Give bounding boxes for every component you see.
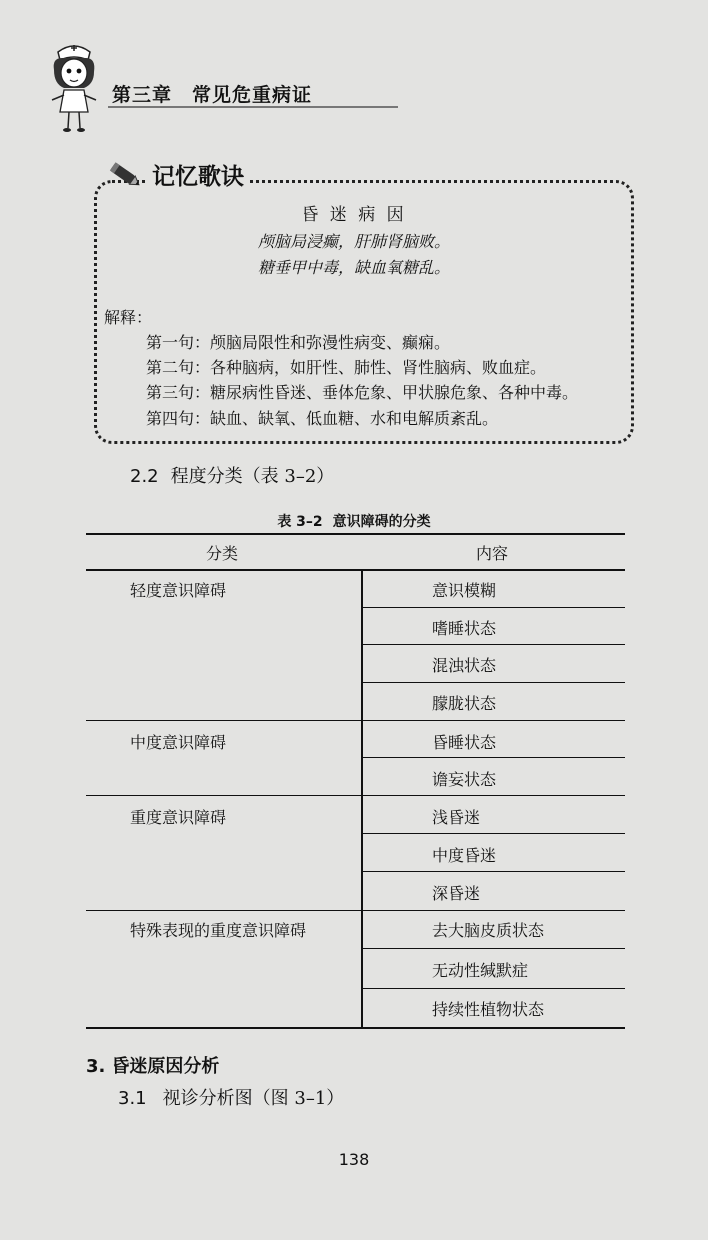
row-divider — [362, 833, 625, 834]
section-number: 2.2 — [130, 466, 159, 487]
table-bottom-rule — [86, 1027, 625, 1029]
table-column-divider — [361, 570, 363, 1027]
content-cell: 持续性植物状态 — [432, 1000, 545, 1019]
category-cell: 中度意识障碍 — [130, 733, 227, 752]
mnemonic-title: 记忆歌诀 — [148, 158, 248, 191]
row-divider — [362, 607, 625, 608]
category-cell: 轻度意识障碍 — [130, 581, 227, 600]
content-cell: 无动性缄默症 — [432, 961, 529, 980]
content-cell: 朦胧状态 — [432, 694, 497, 713]
page-number: 138 — [338, 1150, 370, 1169]
content-cell: 深昏迷 — [432, 884, 481, 903]
row-divider — [362, 948, 625, 949]
content-cell: 去大脑皮质状态 — [432, 921, 545, 940]
table-header-category: 分类 — [206, 544, 239, 563]
poem-title: 昏 迷 病 因 — [301, 205, 407, 225]
explanation-item: 第一句：颅脑局限性和弥漫性病变、癫痫。 — [146, 333, 451, 352]
content-cell: 昏睡状态 — [432, 733, 497, 752]
table-caption — [0, 511, 708, 531]
category-cell: 重度意识障碍 — [130, 808, 227, 827]
content-cell: 浅昏迷 — [432, 808, 481, 827]
row-divider — [362, 871, 625, 872]
section-heading-3 — [86, 1052, 219, 1078]
content-cell: 嗜睡状态 — [432, 619, 497, 638]
nurse-mascot-icon — [44, 40, 104, 135]
content-cell: 谵妄状态 — [432, 770, 497, 789]
section-title: 程度分类（表 3–2） — [170, 466, 335, 487]
table-top-rule — [86, 533, 625, 535]
row-divider — [362, 644, 625, 645]
content-cell: 混浊状态 — [432, 656, 497, 675]
mnemonic-tag — [106, 158, 248, 191]
group-divider — [86, 720, 625, 721]
section-heading-3-1 — [118, 1084, 344, 1110]
section-title: 昏迷原因分析 — [111, 1056, 220, 1077]
content-cell: 中度昏迷 — [432, 846, 497, 865]
row-divider — [362, 988, 625, 989]
section-heading-2-2 — [130, 462, 334, 488]
explanation-label: 解释： — [104, 308, 153, 327]
table-header-rule — [86, 569, 625, 571]
chapter-title: 第三章 常见危重病证 — [112, 84, 313, 106]
poem-line: 颅脑局浸癫，肝肺肾脑败。 — [257, 232, 450, 251]
row-divider — [362, 682, 625, 683]
explanation-item: 第四句：缺血、缺氧、低血糖、水和电解质紊乱。 — [146, 409, 499, 428]
pencil-icon — [106, 159, 144, 191]
group-divider — [86, 795, 625, 796]
category-cell: 特殊表现的重度意识障碍 — [130, 921, 307, 940]
poem-line: 糖垂甲中毒，缺血氧糖乱。 — [257, 258, 450, 277]
section-number: 3. — [86, 1056, 106, 1077]
content-cell: 意识模糊 — [432, 581, 497, 600]
table-header-content: 内容 — [476, 544, 509, 563]
header-divider — [108, 106, 398, 108]
table-title: 意识障碍的分类 — [332, 514, 431, 530]
section-title: 视诊分析图（图 3–1） — [162, 1088, 345, 1109]
row-divider — [362, 757, 625, 758]
table-number: 表 3–2 — [277, 514, 323, 530]
section-number: 3.1 — [118, 1088, 147, 1109]
explanation-item: 第二句：各种脑病，如肝性、肺性、肾性脑病、败血症。 — [146, 358, 547, 377]
explanation-item: 第三句：糖尿病性昏迷、垂体危象、甲状腺危象、各种中毒。 — [146, 383, 579, 402]
consciousness-disorder-table — [86, 533, 625, 1029]
group-divider — [86, 910, 625, 911]
